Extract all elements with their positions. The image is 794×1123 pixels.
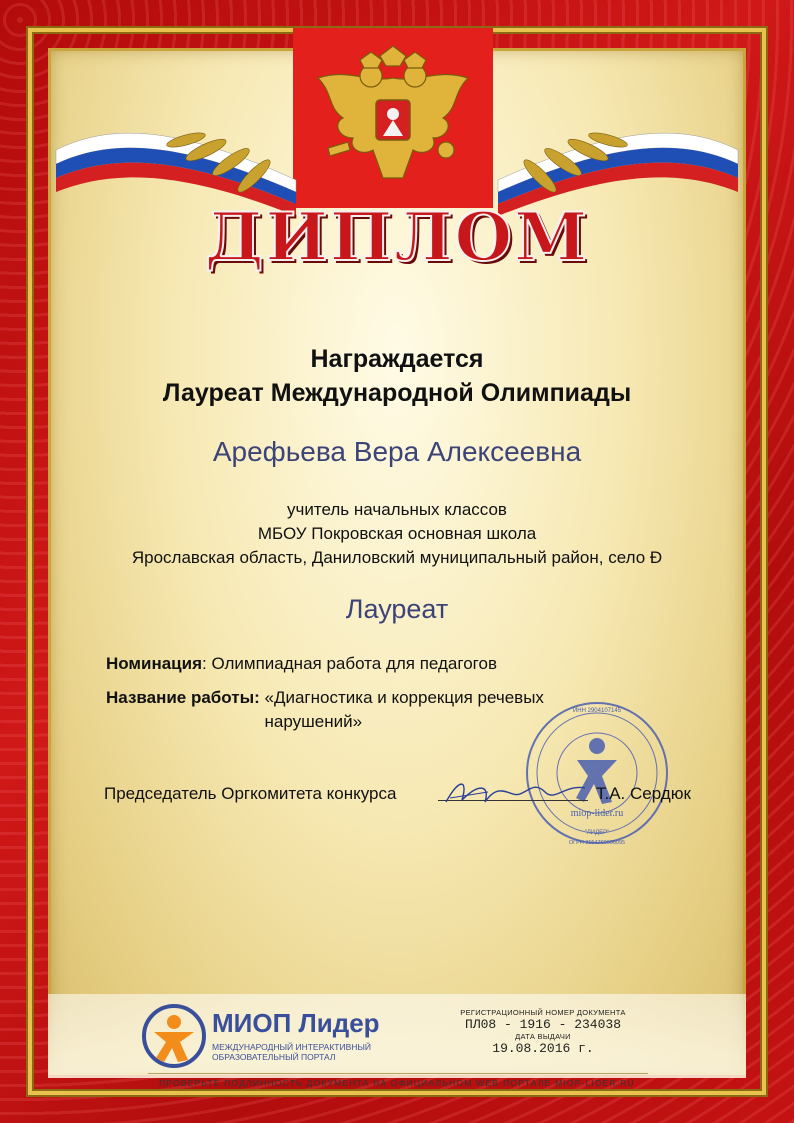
award-degree: Лауреат [345,594,449,624]
reg-number: ПЛ08 - 1916 - 234038 [464,1017,622,1032]
diploma-paper [48,48,746,1088]
recipient-location: Ярославская область, Даниловский муниципальный район, село Đ [131,548,663,567]
diploma-title: ДИПЛОМ [204,198,590,276]
issue-date: 19.08.2016 г. [492,1041,594,1056]
signature-icon [440,772,590,812]
russian-coat-of-arms-icon [288,38,498,198]
nomination-value: Олимпиадная работа для педагогов [211,654,497,673]
work-label: Название работы: [106,688,260,707]
brand-sub-line-1: МЕЖДУНАРОДНЫЙ ИНТЕРАКТИВНЫЙ [212,1042,372,1052]
stamp-site: miop-lider.ru [570,808,624,819]
recipient-school: МБОУ Покровская основная школа [257,524,537,543]
footer-rule [148,1073,648,1074]
award-heading [48,342,746,410]
stamp-ogrn: ОГРН 3154760006095 [568,840,626,846]
registration-block [428,1008,658,1056]
award-line-1: Награждается [310,345,484,373]
nomination-label: Номинация [106,654,203,673]
work-value-line-1: «Диагностика и коррекция речевых [264,688,544,707]
stamp-inn: ИНН 2904107145 [572,708,622,714]
chair-name: Т.А. Сердюк [596,784,691,803]
verify-notice: ПРОВЕРЬТЕ ПОДЛИННОСТЬ ДОКУМЕНТА НА ОФИЦИАЛЬНОМ WEB-ПОРТАЛЕ MIOP-LIDER.RU [159,1078,635,1088]
chair-label: Председатель Оргкомитета конкурса [104,784,397,803]
miop-logo-icon [140,1004,208,1068]
recipient-position: учитель начальных классов [287,500,507,519]
recipient-details [48,498,746,570]
date-label: ДАТА ВЫДАЧИ [515,1032,571,1041]
stamp-caption: "ЛИДЕР" [584,830,610,836]
brand-subtitle [212,1042,392,1062]
recipient-name: Арефьева Вера Алексеевна [212,436,582,467]
work-value-line-2: нарушений» [264,712,363,731]
brand-sub-line-2: ОБРАЗОВАТЕЛЬНЫЙ ПОРТАЛ [212,1052,336,1062]
brand-name: МИОП Лидер [212,1008,380,1038]
nomination-colon: : [202,654,212,673]
nomination [106,654,497,674]
award-line-2: Лауреат Международной Олимпиады [162,379,632,407]
reg-label: РЕГИСТРАЦИОННЫЙ НОМЕР ДОКУМЕНТА [460,1008,626,1017]
